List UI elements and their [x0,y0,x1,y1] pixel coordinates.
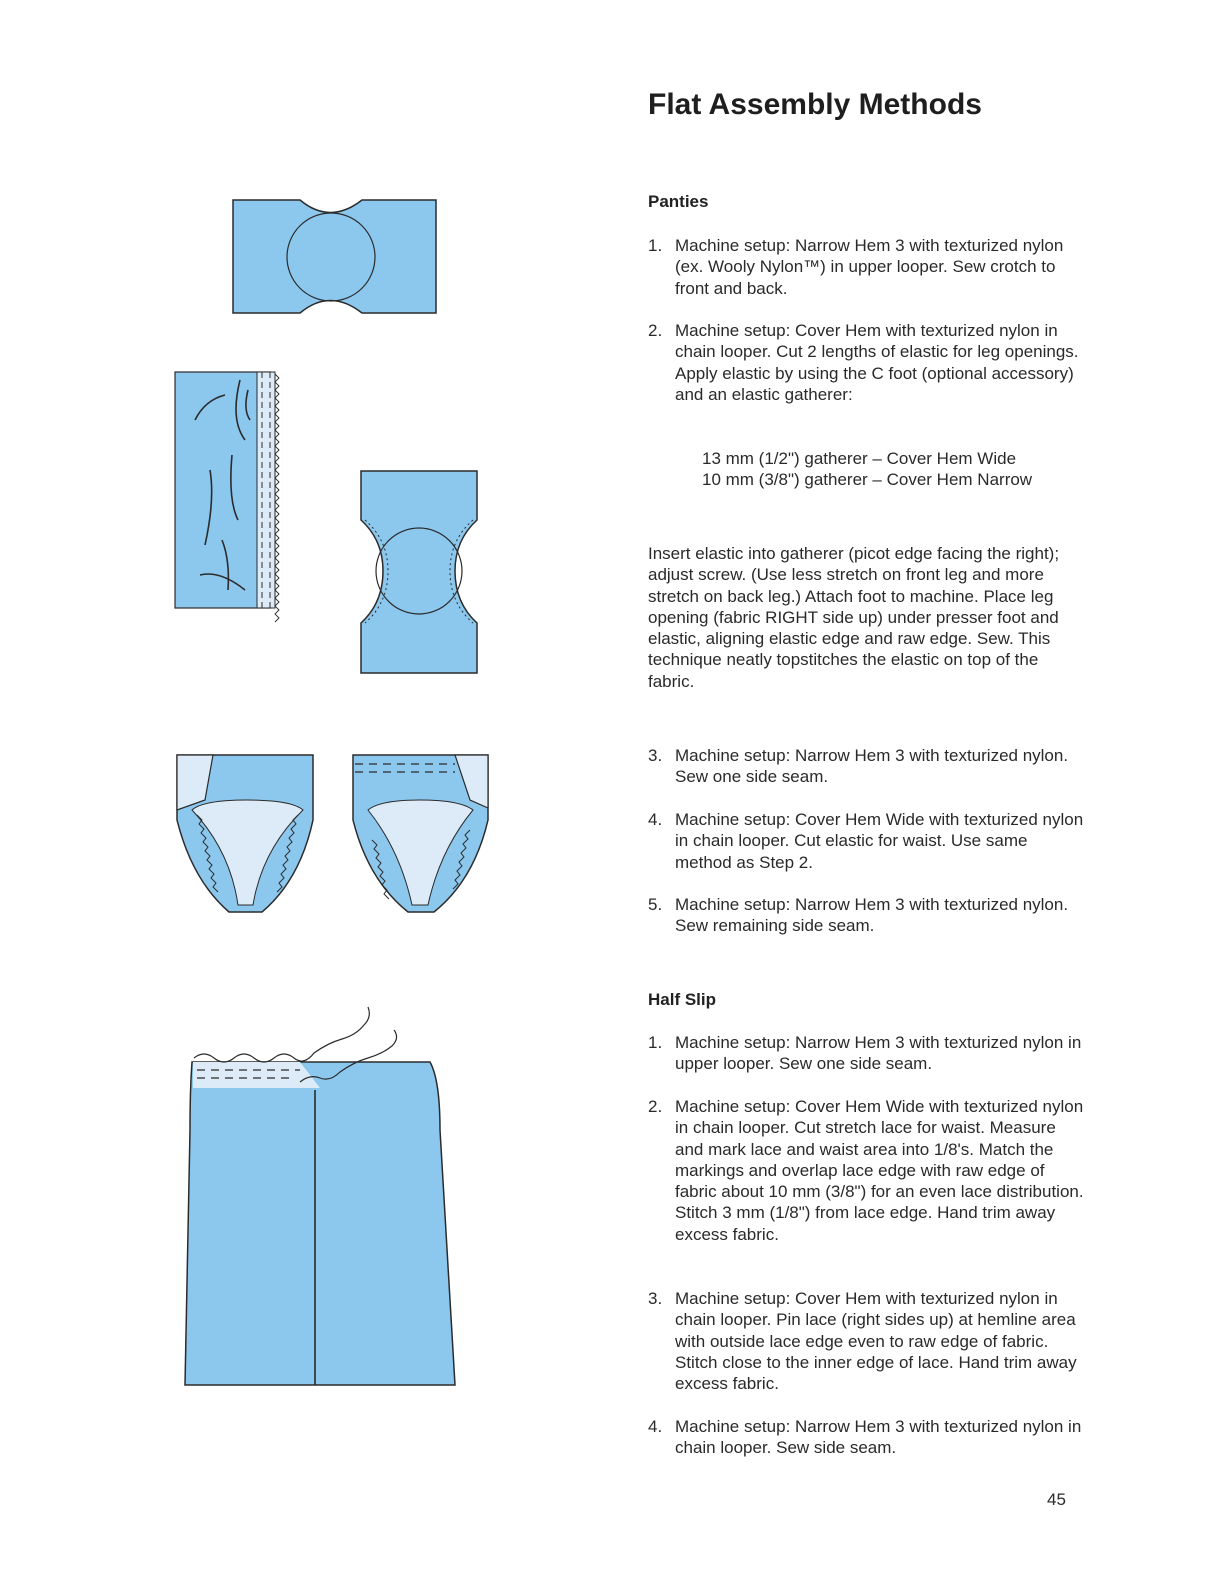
figure-leg-openings-stitched [361,471,477,673]
figure-elastic-leg-opening [175,372,279,622]
step-text: Machine setup: Cover Hem with texturized nylon in chain looper. Cut 2 lengths of elastic for leg openings. Apply elastic by using the C foot (optional accessory) and an elastic gatherer: [675,321,1079,404]
panties-step-2 [648,320,1088,405]
step-text: Machine setup: Narrow Hem 3 with texturized nylon in upper looper. Sew one side seam. [675,1033,1082,1074]
step-text: Machine setup: Cover Hem with texturized nylon in chain looper. Pin lace (right sides up) at hemline area with outside lace edge even to raw edge of fabric. Stitch close to the inner edge of lace. Hand trim away excess fabric. [675,1289,1077,1394]
panties-step-3 [648,745,1088,788]
figure-panty-front [177,755,313,912]
step-text: Machine setup: Cover Hem Wide with texturized nylon in chain looper. Cut elastic for waist. Use same method as Step 2. [675,810,1084,872]
half-slip-step-1 [648,1032,1088,1075]
insert-elastic-paragraph: Insert elastic into gatherer (picot edge facing the right); adjust screw. (Use less stretch on front leg and more stretch on back leg.) Attach foot to machine. Place leg opening (fabric RIGHT side up) under presser foot and elastic, aligning elastic edge and raw edge. Sew. This technique neatly topstitches the elastic on top of the fabric. [648,544,1060,691]
half-slip-step-2 [648,1096,1088,1245]
figure-half-slip [185,1007,455,1385]
step-number: 3. [648,1289,663,1308]
panties-step-1 [648,235,1088,299]
step-number: 2. [648,1097,663,1116]
half-slip-step-3 [648,1288,1088,1394]
step-number: 2. [648,321,663,340]
step-number: 1. [648,236,663,255]
page-number: 45 [1047,1490,1066,1509]
step-text: Machine setup: Narrow Hem 3 with texturized nylon. Sew one side seam. [675,746,1069,787]
figure-crotch-seam [233,200,436,313]
gatherer-note-narrow: 10 mm (3/8") gatherer – Cover Hem Narrow [702,470,1033,489]
half-slip-step-4 [648,1416,1088,1459]
step-text: Machine setup: Cover Hem Wide with texturized nylon in chain looper. Cut stretch lace for waist. Measure and mark lace and waist area into 1/8's. Match the markings and overlap lace edge with raw edge of fabric about 10 mm (3/8") for an even lace distribution. Stitch 3 mm (1/8") from lace edge. Hand trim away excess fabric. [675,1097,1084,1244]
figure-panty-back [353,755,488,912]
step-text: Machine setup: Narrow Hem 3 with texturized nylon in chain looper. Sew side seam. [675,1417,1082,1458]
gatherer-note-wide: 13 mm (1/2") gatherer – Cover Hem Wide [702,449,1017,468]
panties-step-4 [648,809,1088,873]
panties-step-5 [648,894,1088,937]
step-number: 4. [648,810,663,829]
step-number: 5. [648,895,663,914]
section-heading-half-slip: Half Slip [648,990,717,1009]
step-text: Machine setup: Narrow Hem 3 with texturized nylon. Sew remaining side seam. [675,895,1069,936]
page-title: Flat Assembly Methods [648,88,982,121]
step-number: 3. [648,746,663,765]
section-heading-panties: Panties [648,192,709,211]
step-number: 1. [648,1033,663,1052]
step-number: 4. [648,1417,663,1436]
step-text: Machine setup: Narrow Hem 3 with texturized nylon (ex. Wooly Nylon™) in upper looper. Sew crotch to front and back. [675,236,1064,298]
